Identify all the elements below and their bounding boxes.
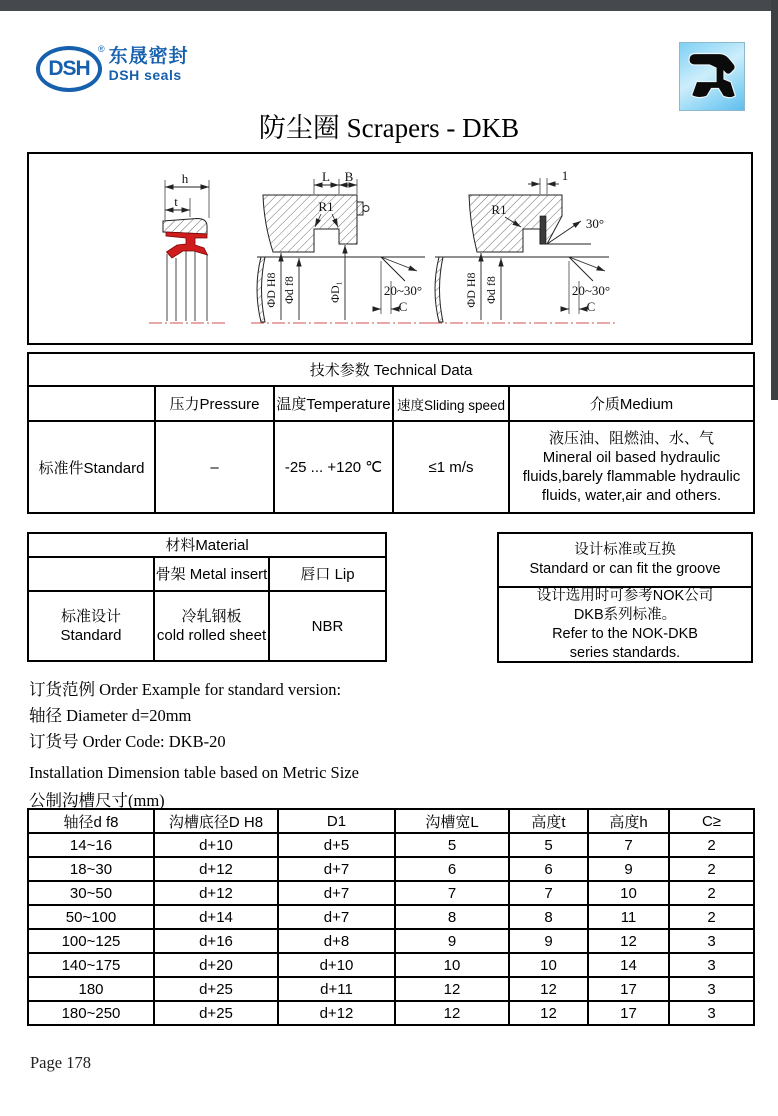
row-header: 标准件Standard [28,421,155,513]
dim-label-t: t [174,194,178,209]
table-cell: 12 [509,1001,588,1025]
table-row [28,833,754,857]
dim-label-lip-protrusion: 1 [561,168,569,183]
rubber-lip-shape [166,232,208,258]
table-cell: 12 [395,1001,509,1025]
table-row [28,977,754,1001]
table-cell: d+10 [154,833,278,857]
dim-label-phiD: ΦD H8 [264,272,278,308]
table-cell: 3 [669,977,754,1001]
column-header: C≥ [669,809,754,833]
page-title: 防尘圈 Scrapers - DKB [258,113,520,143]
table-cell: 8 [395,905,509,929]
column-header: D1 [278,809,395,833]
column-header: 骨架 Metal insert [154,557,269,591]
column-header: 高度h [588,809,669,833]
pressure-value: – [155,421,274,513]
table-cell: d+7 [278,881,395,905]
table-cell: 6 [509,857,588,881]
dim-label-chamfer-angle-b: 20~30° [571,283,611,298]
table-cell: 10 [588,881,669,905]
dimension-intro-en: Installation Dimension table based on Metric Size [29,763,359,782]
lip-detail-view [429,168,615,323]
row-header: 标准设计 Standard [28,591,154,661]
empty-cell [28,557,154,591]
dim-label-lip-angle: 30° [585,216,605,231]
table-cell: 2 [669,905,754,929]
table-cell: d+7 [278,905,395,929]
scrollbar-thumb[interactable] [771,0,778,400]
dimension-intro-cn: 公制沟槽尺寸(mm) [29,791,165,810]
table-cell: 2 [669,833,754,857]
table-row [28,905,754,929]
standard-box-top: 设计标准或互换 Standard or can fit the groove [499,534,751,588]
dim-label-L: L [322,169,330,184]
technical-data-table [27,352,755,514]
table-cell: 9 [509,929,588,953]
dim-label-Cb: C [586,299,596,314]
table-cell: 30~50 [28,881,154,905]
column-header: 唇口 Lip [269,557,386,591]
column-header: 沟槽宽L [395,809,509,833]
table-cell: d+25 [154,977,278,1001]
table-cell: d+10 [278,953,395,977]
table-cell: 7 [395,881,509,905]
table-row [28,533,386,557]
table-row [28,929,754,953]
order-line-3: 订货号 Order Code: DKB-20 [29,732,226,751]
table-row [28,857,754,881]
table-cell: 8 [509,905,588,929]
table-cell: 12 [509,977,588,1001]
table-cell: 180 [28,977,154,1001]
table-cell: 3 [669,929,754,953]
company-logo [36,46,189,92]
table-row [28,953,754,977]
dim-label-h: h [181,171,189,186]
table-cell: d+12 [154,857,278,881]
medium-en: Mineral oil based hydraulic fluids,barely flammable hydraulic fluids, water,air and others. [522,449,741,504]
order-example [29,677,341,755]
table-cell: 14 [588,953,669,977]
medium-cn: 液压油、阻燃油、水、气 [549,430,715,447]
table-cell: 50~100 [28,905,154,929]
page-number: Page 178 [30,1053,91,1072]
empty-cell [28,386,155,421]
table-cell: d+12 [278,1001,395,1025]
table-cell: d+16 [154,929,278,953]
table-cell: 6 [395,857,509,881]
table-cell: d+12 [154,881,278,905]
material-table [27,532,387,662]
dim-label-R1: R1 [318,199,334,214]
lip-material: NBR [269,591,386,661]
company-name-cn: 东晟密封 [108,46,189,67]
standard-box-bottom: 设计选用时可参考NOK公司 DKB系列标准。 Refer to the NOK-DKB series standards. [536,587,714,661]
table-cell: d+14 [154,905,278,929]
table-cell: 10 [509,953,588,977]
table-cell: 3 [669,1001,754,1025]
speed-value: ≤1 m/s [393,421,509,513]
column-header: 介质Medium [509,386,754,421]
column-header: 高度t [509,809,588,833]
groove-installation-view [251,169,429,323]
column-header: 速度Sliding speed [393,386,509,421]
table-cell: 5 [395,833,509,857]
table-cell: d+11 [278,977,395,1001]
table-cell: 180~250 [28,1001,154,1025]
table-cell: 2 [669,857,754,881]
table-row [28,421,754,513]
table-cell: 2 [669,881,754,905]
table-cell: 9 [588,857,669,881]
table-cell: 11 [588,905,669,929]
column-header: 沟槽底径D H8 [154,809,278,833]
table-cell: 7 [588,833,669,857]
dim-label-phiD1: ΦD₁ [328,281,342,303]
dim-label-phid: Φd f8 [282,276,296,304]
table-cell: 17 [588,1001,669,1025]
column-header: 压力Pressure [155,386,274,421]
table-cell: d+5 [278,833,395,857]
table-cell: 140~175 [28,953,154,977]
dim-label-phiDb: ΦD H8 [464,272,478,308]
company-name-en: DSH seals [108,67,182,83]
table-row [28,353,754,386]
medium-value [509,421,754,513]
logo-abbr: DSH [48,57,90,80]
table-cell: d+7 [278,857,395,881]
table-row [28,881,754,905]
material-table-title: 材料Material [28,533,386,557]
table-cell: 9 [395,929,509,953]
table-cell: 5 [509,833,588,857]
column-header: 轴径d f8 [28,809,154,833]
table-cell: d+25 [154,1001,278,1025]
table-header-row [28,809,754,833]
table-cell: 18~30 [28,857,154,881]
table-cell: 7 [509,881,588,905]
viewer-top-bar [0,0,778,11]
table-cell: d+20 [154,953,278,977]
table-cell: 12 [588,929,669,953]
dim-label-phidb: Φd f8 [484,276,498,304]
technical-drawing [27,152,753,345]
registered-mark: ® [98,44,105,54]
dimension-table-body [28,833,754,1025]
logo-ellipse [36,46,102,92]
seal-cross-section-icon [679,42,745,111]
column-header: 温度Temperature [274,386,393,421]
table-cell: 100~125 [28,929,154,953]
dim-label-C: C [398,299,408,314]
table-cell: d+8 [278,929,395,953]
seal-lip-bar [540,216,546,244]
tech-table-title: 技术参数 Technical Data [28,353,754,386]
dim-label-B: B [344,169,354,184]
dim-label-R1b: R1 [491,202,507,217]
table-cell: 14~16 [28,833,154,857]
seal-section-view [149,171,226,323]
design-standard-box [497,532,753,663]
table-row [28,386,754,421]
table-cell: 17 [588,977,669,1001]
table-cell: 10 [395,953,509,977]
dimension-table [27,808,755,1026]
table-row [28,591,386,661]
table-row [28,1001,754,1025]
table-cell: 12 [395,977,509,1001]
temperature-value: -25 ... +120 ℃ [274,421,393,513]
order-line-2: 轴径 Diameter d=20mm [29,706,192,725]
table-cell: 3 [669,953,754,977]
dim-label-chamfer-angle: 20~30° [383,283,423,298]
insert-material: 冷轧钢板 cold rolled sheet [154,591,269,661]
order-line-1: 订货范例 Order Example for standard version: [29,680,342,699]
table-row [28,557,386,591]
